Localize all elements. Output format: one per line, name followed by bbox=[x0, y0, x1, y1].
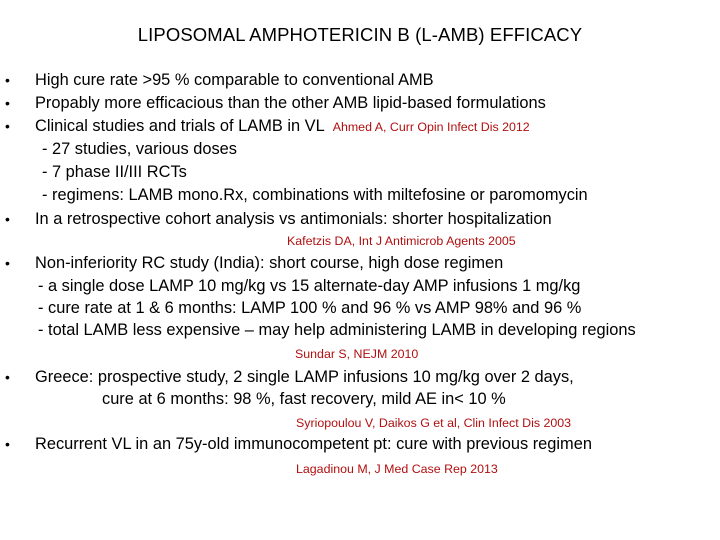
reference-ahmed: Ahmed A, Curr Opin Infect Dis 2012 bbox=[332, 120, 530, 134]
bullet-icon: • bbox=[5, 369, 10, 385]
bullet-icon: • bbox=[5, 255, 10, 271]
bullet-2-text: Propably more efficacious than the other AMB lipid-based formulations bbox=[35, 94, 546, 112]
reference-syriopoulou: Syriopoulou V, Daikos G et al, Clin Infect Dis 2003 bbox=[296, 416, 572, 430]
bullet-3-sub-3: - regimens: LAMB mono.Rx, combinations with miltefosine or paromomycin bbox=[42, 186, 588, 204]
bullet-5-sub-2: - cure rate at 1 & 6 months: LAMP 100 % and 96 % vs AMP 98% and 96 % bbox=[38, 299, 582, 317]
bullet-icon: • bbox=[5, 95, 10, 111]
bullet-6-sub-1: cure at 6 months: 98 %, fast recovery, mild AE in< 10 % bbox=[102, 390, 506, 408]
bullet-7-text: Recurrent VL in an 75y-old immunocompetent pt: cure with previous regimen bbox=[35, 435, 592, 453]
slide-title: LIPOSOMAL AMPHOTERICIN B (L-AMB) EFFICACY bbox=[137, 24, 583, 45]
reference-kafetzis: Kafetzis DA, Int J Antimicrob Agents 2005 bbox=[287, 234, 516, 248]
reference-sundar: Sundar S, NEJM 2010 bbox=[295, 347, 419, 361]
bullet-icon: • bbox=[5, 72, 10, 88]
bullet-4-text: In a retrospective cohort analysis vs antimonials: shorter hospitalization bbox=[35, 210, 552, 228]
bullet-3-main: Clinical studies and trials of LAMB in VL bbox=[35, 117, 325, 135]
bullet-3-text bbox=[35, 116, 530, 136]
bullet-5-sub-3: - total LAMB less expensive – may help administering LAMB in developing regions bbox=[38, 321, 636, 339]
reference-lagadinou: Lagadinou M, J Med Case Rep 2013 bbox=[296, 462, 498, 476]
bullet-icon: • bbox=[5, 118, 10, 134]
bullet-icon: • bbox=[5, 436, 10, 452]
bullet-icon: • bbox=[5, 211, 10, 227]
bullet-5-text: Non-inferiority RC study (India): short course, high dose regimen bbox=[35, 254, 504, 272]
bullet-1-text: High cure rate >95 % comparable to conventional AMB bbox=[35, 71, 434, 89]
bullet-5-sub-1: - a single dose LAMP 10 mg/kg vs 15 alternate-day AMP infusions 1 mg/kg bbox=[38, 277, 581, 295]
bullet-3-sub-1: - 27 studies, various doses bbox=[42, 140, 237, 158]
bullet-6-text: Greece: prospective study, 2 single LAMP infusions 10 mg/kg over 2 days, bbox=[35, 368, 574, 386]
bullet-3-sub-2: - 7 phase II/III RCTs bbox=[42, 163, 187, 181]
